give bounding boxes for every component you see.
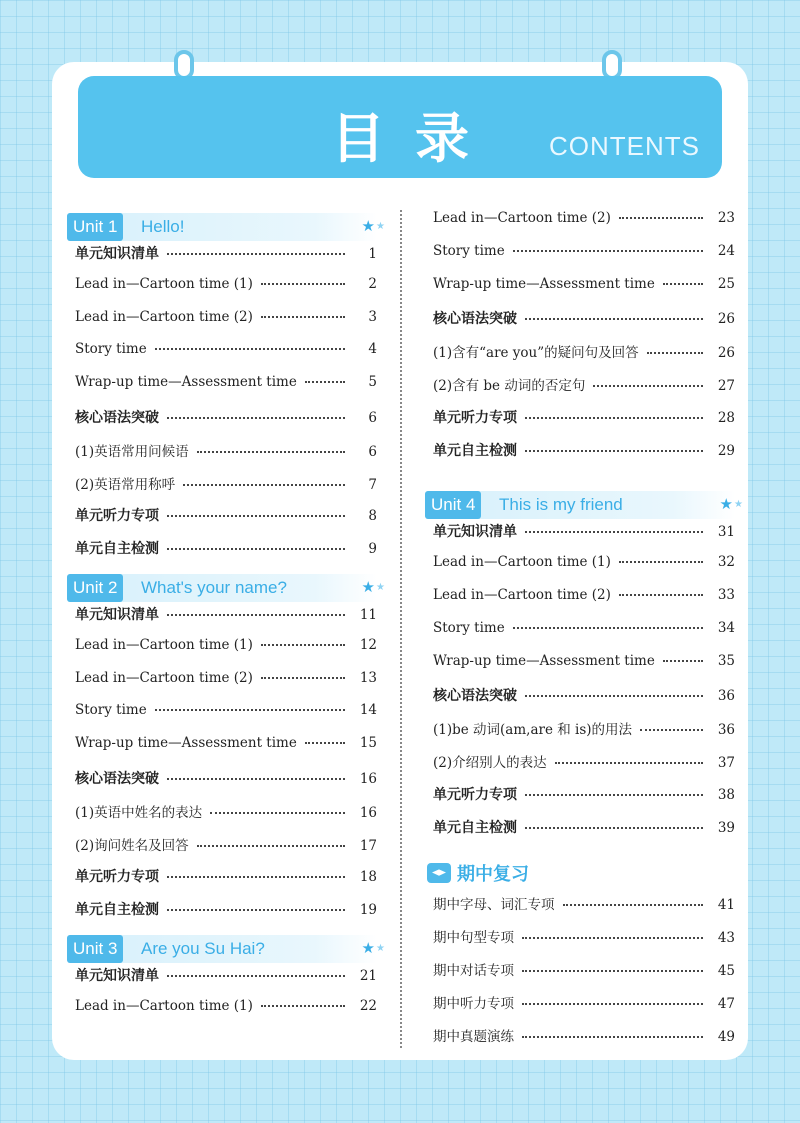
dot-leader [167, 417, 345, 419]
dot-leader [167, 515, 345, 517]
toc-entry[interactable] [425, 243, 735, 276]
page-number: 12 [359, 636, 377, 653]
dot-leader [513, 627, 703, 629]
entry-label: 期中真题演练 [433, 1028, 514, 1045]
contents-header [78, 76, 722, 178]
dot-leader [261, 316, 345, 318]
dot-leader [525, 318, 703, 320]
dot-leader [619, 594, 703, 596]
star-icon: ★ [361, 938, 375, 957]
toc-entry[interactable] [425, 308, 735, 341]
toc-entry[interactable] [425, 685, 735, 718]
dot-leader [522, 970, 703, 972]
unit-heading [425, 491, 743, 519]
entry-label: 单元知识清单 [433, 524, 517, 541]
right-column [425, 210, 743, 1057]
dot-leader [167, 778, 345, 780]
dot-leader [525, 827, 703, 829]
toc-entry[interactable] [425, 620, 735, 653]
dot-leader [663, 660, 703, 662]
dot-leader [647, 352, 703, 354]
star-icon: ★ [376, 221, 385, 232]
entry-label: 单元听力专项 [433, 409, 517, 426]
toc-entry[interactable] [67, 735, 377, 768]
toc-entry[interactable] [67, 768, 377, 801]
dot-leader [210, 812, 345, 814]
dot-leader [167, 975, 345, 977]
page-number: 11 [359, 606, 377, 623]
toc-entry[interactable] [67, 801, 377, 834]
page-title: 目录 [331, 107, 499, 170]
entry-label: 期中字母、词汇专项 [433, 897, 555, 914]
toc-entry[interactable] [67, 538, 377, 571]
star-icon: ★ [376, 942, 385, 954]
graduation-cap-icon [427, 863, 451, 883]
page-number: 36 [717, 688, 735, 705]
dot-leader [525, 794, 703, 796]
entry-label: (1)含有“are you”的疑问句及回答 [433, 345, 639, 362]
entry-label: 单元听力专项 [75, 869, 159, 886]
page-number: 27 [717, 377, 735, 394]
page-number: 32 [717, 554, 735, 571]
dot-leader [155, 348, 345, 350]
entry-label: (2)询问姓名及回答 [75, 837, 189, 854]
entry-label: 单元自主检测 [433, 442, 517, 459]
dot-leader [261, 1005, 345, 1007]
entry-label: (1)英语中姓名的表达 [75, 804, 203, 821]
dot-leader [525, 417, 703, 419]
entry-label: Lead in—Cartoon time (1) [75, 275, 253, 292]
entry-label: (1)英语常用问候语 [75, 443, 189, 460]
toc-entry[interactable] [67, 243, 377, 276]
column-divider [400, 210, 402, 1048]
section-heading [427, 857, 735, 889]
dot-leader [525, 531, 703, 533]
toc-entry[interactable] [67, 866, 377, 899]
page-number: 21 [359, 967, 377, 984]
dot-leader [663, 283, 703, 285]
page-number: 26 [717, 345, 735, 362]
page-number: 16 [359, 770, 377, 787]
toc-entry[interactable] [67, 834, 377, 867]
entry-label: (2)英语常用称呼 [75, 476, 176, 493]
entry-label: 单元自主检测 [433, 819, 517, 836]
toc-entry[interactable] [425, 926, 735, 959]
unit-heading [67, 574, 385, 602]
entry-label: (1)be 动词(am,are 和 is)的用法 [433, 722, 633, 739]
toc-entry[interactable] [67, 440, 377, 473]
page-number: 9 [368, 541, 377, 558]
toc-entry[interactable] [67, 702, 377, 735]
dot-leader [619, 561, 703, 563]
entry-label: Wrap-up time—Assessment time [75, 374, 297, 391]
star-icon: ★ [734, 499, 743, 511]
entry-label: 期中对话专项 [433, 962, 514, 979]
section-title: 期中复习 [457, 864, 529, 886]
toc-entry[interactable] [425, 374, 735, 407]
entry-label: 期中句型专项 [433, 930, 514, 947]
entry-label: Lead in—Cartoon time (1) [75, 997, 253, 1014]
page-number: 35 [717, 652, 735, 669]
entry-label: 核心语法突破 [75, 409, 159, 426]
entry-label: 单元听力专项 [433, 786, 517, 803]
page-number: 41 [717, 897, 735, 914]
page-number: 8 [368, 508, 377, 525]
unit-title: Are you Su Hai? [141, 938, 265, 958]
page-number: 38 [717, 786, 735, 803]
entry-label: Lead in—Cartoon time (2) [433, 586, 611, 603]
toc-entry[interactable] [425, 407, 735, 440]
toc-entry[interactable] [67, 899, 377, 932]
toc-entry[interactable] [67, 309, 377, 342]
entry-label: Lead in—Cartoon time (1) [75, 636, 253, 653]
page-number: 22 [359, 997, 377, 1014]
star-icon: ★ [719, 495, 733, 514]
toc-entry[interactable] [67, 407, 377, 440]
unit-title: What's your name? [141, 577, 287, 597]
entry-label: Story time [433, 242, 505, 259]
entry-label: 期中听力专项 [433, 995, 514, 1012]
entry-label: Wrap-up time—Assessment time [75, 735, 297, 752]
contents-card [52, 62, 748, 1060]
toc-entry[interactable] [425, 718, 735, 751]
unit-tag: Unit 2 [67, 574, 123, 602]
page-number: 47 [717, 995, 735, 1012]
dot-leader [167, 614, 345, 616]
unit-tag: Unit 1 [67, 213, 123, 241]
unit-tag: Unit 3 [67, 935, 123, 963]
toc-entry[interactable] [67, 374, 377, 407]
page-number: 24 [717, 242, 735, 259]
dot-leader [513, 250, 703, 252]
dot-leader [522, 1036, 703, 1038]
unit-heading [67, 935, 385, 963]
page-number: 18 [359, 869, 377, 886]
page-number: 45 [717, 962, 735, 979]
star-icon: ★ [361, 577, 375, 596]
toc-entry[interactable] [67, 604, 377, 637]
entry-label: Story time [75, 702, 147, 719]
entry-label: Lead in—Cartoon time (2) [75, 669, 253, 686]
dot-leader [593, 385, 703, 387]
entry-label: 单元听力专项 [75, 508, 159, 525]
dot-leader [640, 729, 703, 731]
toc-entry[interactable] [425, 893, 735, 926]
page-number: 25 [717, 275, 735, 292]
entry-label: (2)含有 be 动词的否定句 [433, 377, 586, 394]
toc-entry[interactable] [67, 505, 377, 538]
unit-title: Hello! [141, 217, 185, 236]
dot-leader [305, 381, 345, 383]
toc-entry[interactable] [425, 276, 735, 309]
dot-leader [155, 709, 345, 711]
dot-leader [167, 876, 345, 878]
entry-label: Lead in—Cartoon time (2) [433, 210, 611, 226]
dot-leader [522, 1003, 703, 1005]
page-number: 3 [368, 308, 377, 325]
page-number: 7 [368, 476, 377, 493]
entry-label: (2)介绍别人的表达 [433, 754, 547, 771]
unit-heading [67, 213, 385, 241]
page-number: 14 [359, 702, 377, 719]
entry-label: Lead in—Cartoon time (1) [433, 554, 611, 571]
dot-leader [183, 484, 345, 486]
toc-entry[interactable] [425, 554, 735, 587]
dot-leader [167, 548, 345, 550]
page-number: 19 [359, 902, 377, 919]
entry-label: 单元自主检测 [75, 902, 159, 919]
page-number: 37 [717, 754, 735, 771]
unit-title: This is my friend [499, 495, 623, 515]
dot-leader [619, 217, 703, 219]
dot-leader [555, 762, 703, 764]
left-column [67, 210, 385, 1031]
toc-entry[interactable] [67, 965, 377, 998]
page-number: 4 [368, 341, 377, 358]
page-number: 28 [717, 409, 735, 426]
page-number: 1 [368, 246, 377, 262]
toc-entry[interactable] [67, 341, 377, 374]
star-icon: ★ [361, 217, 375, 235]
toc-entry[interactable] [425, 817, 735, 850]
dot-leader [167, 909, 345, 911]
toc-entry[interactable] [425, 440, 735, 473]
dot-leader [197, 845, 345, 847]
spacer [425, 472, 735, 488]
page-number: 29 [717, 442, 735, 459]
toc-entry[interactable] [425, 1025, 735, 1058]
toc-entry[interactable] [67, 637, 377, 670]
dot-leader [522, 937, 703, 939]
dot-leader [563, 904, 704, 906]
dot-leader [525, 695, 703, 697]
dot-leader [261, 644, 345, 646]
entry-label: Wrap-up time—Assessment time [433, 275, 655, 292]
dot-leader [261, 677, 345, 679]
entry-label: 单元知识清单 [75, 967, 159, 984]
toc-entry[interactable] [425, 784, 735, 817]
page-number: 49 [717, 1028, 735, 1045]
entry-label: 单元自主检测 [75, 541, 159, 558]
dot-leader [525, 450, 703, 452]
page-number: 6 [368, 409, 377, 426]
page-number: 13 [359, 669, 377, 686]
page-number: 39 [717, 819, 735, 836]
entry-label: 单元知识清单 [75, 246, 159, 262]
toc-entry[interactable] [425, 751, 735, 784]
page-number: 34 [717, 619, 735, 636]
page-number: 36 [717, 722, 735, 739]
page-number: 15 [359, 735, 377, 752]
entry-label: 核心语法突破 [433, 311, 517, 328]
page-number: 26 [717, 311, 735, 328]
unit-tag: Unit 4 [425, 491, 481, 519]
toc-entry[interactable] [425, 521, 735, 554]
toc-entry[interactable] [425, 587, 735, 620]
dot-leader [305, 742, 345, 744]
page-number: 17 [359, 837, 377, 854]
entry-label: 核心语法突破 [433, 688, 517, 705]
page-number: 23 [717, 210, 735, 226]
page-number: 2 [368, 275, 377, 292]
entry-label: 单元知识清单 [75, 606, 159, 623]
dot-leader [167, 253, 345, 255]
toc-entry[interactable] [67, 276, 377, 309]
entry-label: Story time [433, 619, 505, 636]
toc-entry[interactable] [425, 341, 735, 374]
entry-label: Lead in—Cartoon time (2) [75, 308, 253, 325]
toc-entry[interactable] [425, 210, 735, 243]
entry-label: Wrap-up time—Assessment time [433, 652, 655, 669]
toc-entry[interactable] [425, 653, 735, 686]
page-number: 5 [368, 374, 377, 391]
toc-entry[interactable] [425, 992, 735, 1025]
dot-leader [261, 283, 345, 285]
toc-entry[interactable] [67, 473, 377, 506]
entry-label: 核心语法突破 [75, 770, 159, 787]
entry-label: Story time [75, 341, 147, 358]
page-number: 31 [717, 524, 735, 541]
toc-entry[interactable] [425, 959, 735, 992]
dot-leader [197, 451, 345, 453]
page-number: 6 [368, 443, 377, 460]
page-number: 16 [359, 804, 377, 821]
toc-entry[interactable] [67, 998, 377, 1031]
toc-entry[interactable] [67, 670, 377, 703]
star-icon: ★ [376, 581, 385, 593]
page-number: 43 [717, 930, 735, 947]
page-subtitle: CONTENTS [549, 131, 700, 161]
page-number: 33 [717, 586, 735, 603]
